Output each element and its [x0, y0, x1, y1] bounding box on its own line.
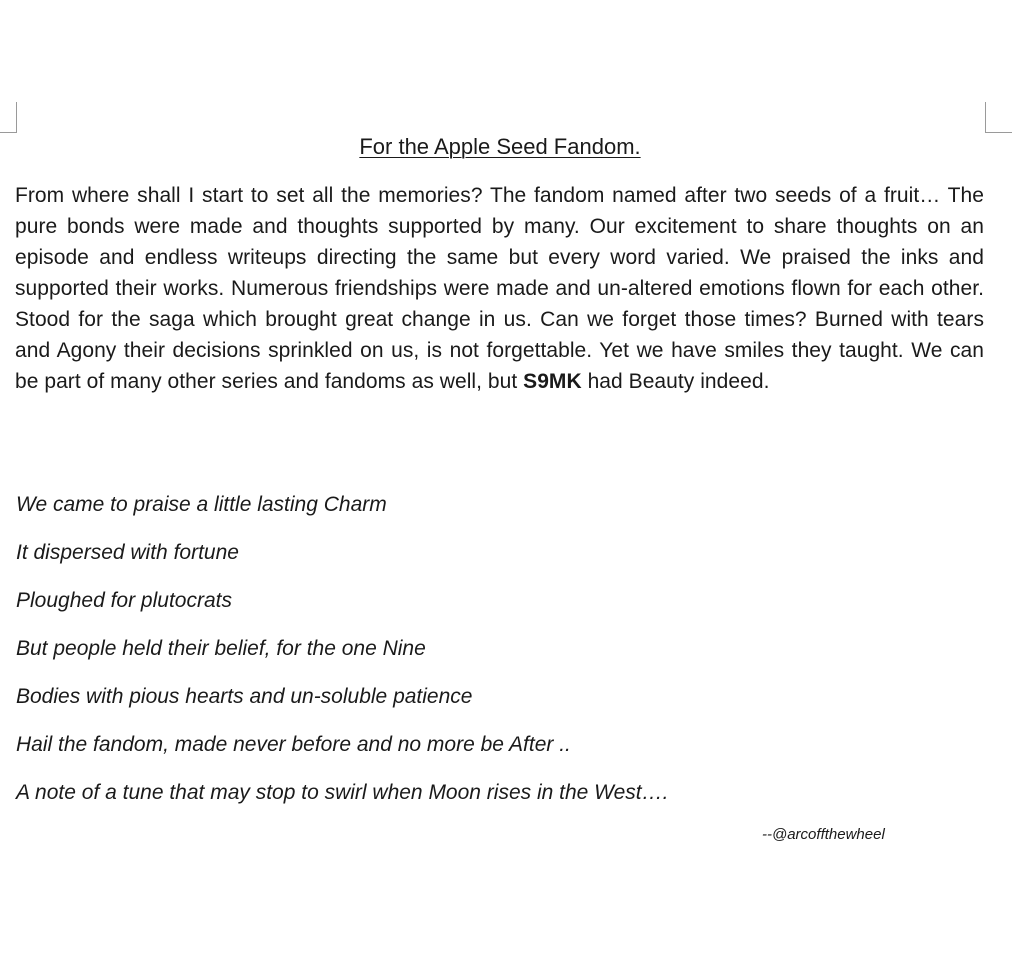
poem-line: Ploughed for plutocrats: [16, 589, 232, 612]
paragraph-text-start: From where shall I start to set all the memories? The fandom named after two seeds of a fruit… The pure bonds were made and thoughts supported by many. Our excitement to share thoughts on an episode and endless writeups directing the same but every word varied. We praised the inks and supported their works. Numerous friendships were made and un-altered emotions flown for each other. Stood for the saga which brought great change in us. Can we forget those times? Burned with tears and Agony their decisions sprinkled on us, is not forgettable. Yet we have smiles they taught. We can be part of many other series and fandoms as well, but: [15, 184, 984, 393]
margin-corner-mark-left: [0, 102, 17, 133]
signature: --@arcoffthewheel: [762, 826, 885, 843]
poem-line: Bodies with pious hearts and un-soluble patience: [16, 685, 473, 708]
poem-line: It dispersed with fortune: [16, 541, 239, 564]
poem-line: But people held their belief, for the one Nine: [16, 637, 426, 660]
paragraph-bold-text: S9MK: [523, 370, 582, 393]
margin-corner-mark-right: [985, 102, 1012, 133]
document-title: For the Apple Seed Fandom.: [359, 134, 641, 159]
body-paragraph: [15, 180, 984, 397]
poem-line: A note of a tune that may stop to swirl when Moon rises in the West….: [16, 781, 669, 804]
poem-line: Hail the fandom, made never before and no more be After ..: [16, 733, 571, 756]
poem-line: We came to praise a little lasting Charm: [16, 493, 387, 516]
poem: [16, 488, 668, 824]
paragraph-text-end: had Beauty indeed.: [581, 370, 770, 393]
